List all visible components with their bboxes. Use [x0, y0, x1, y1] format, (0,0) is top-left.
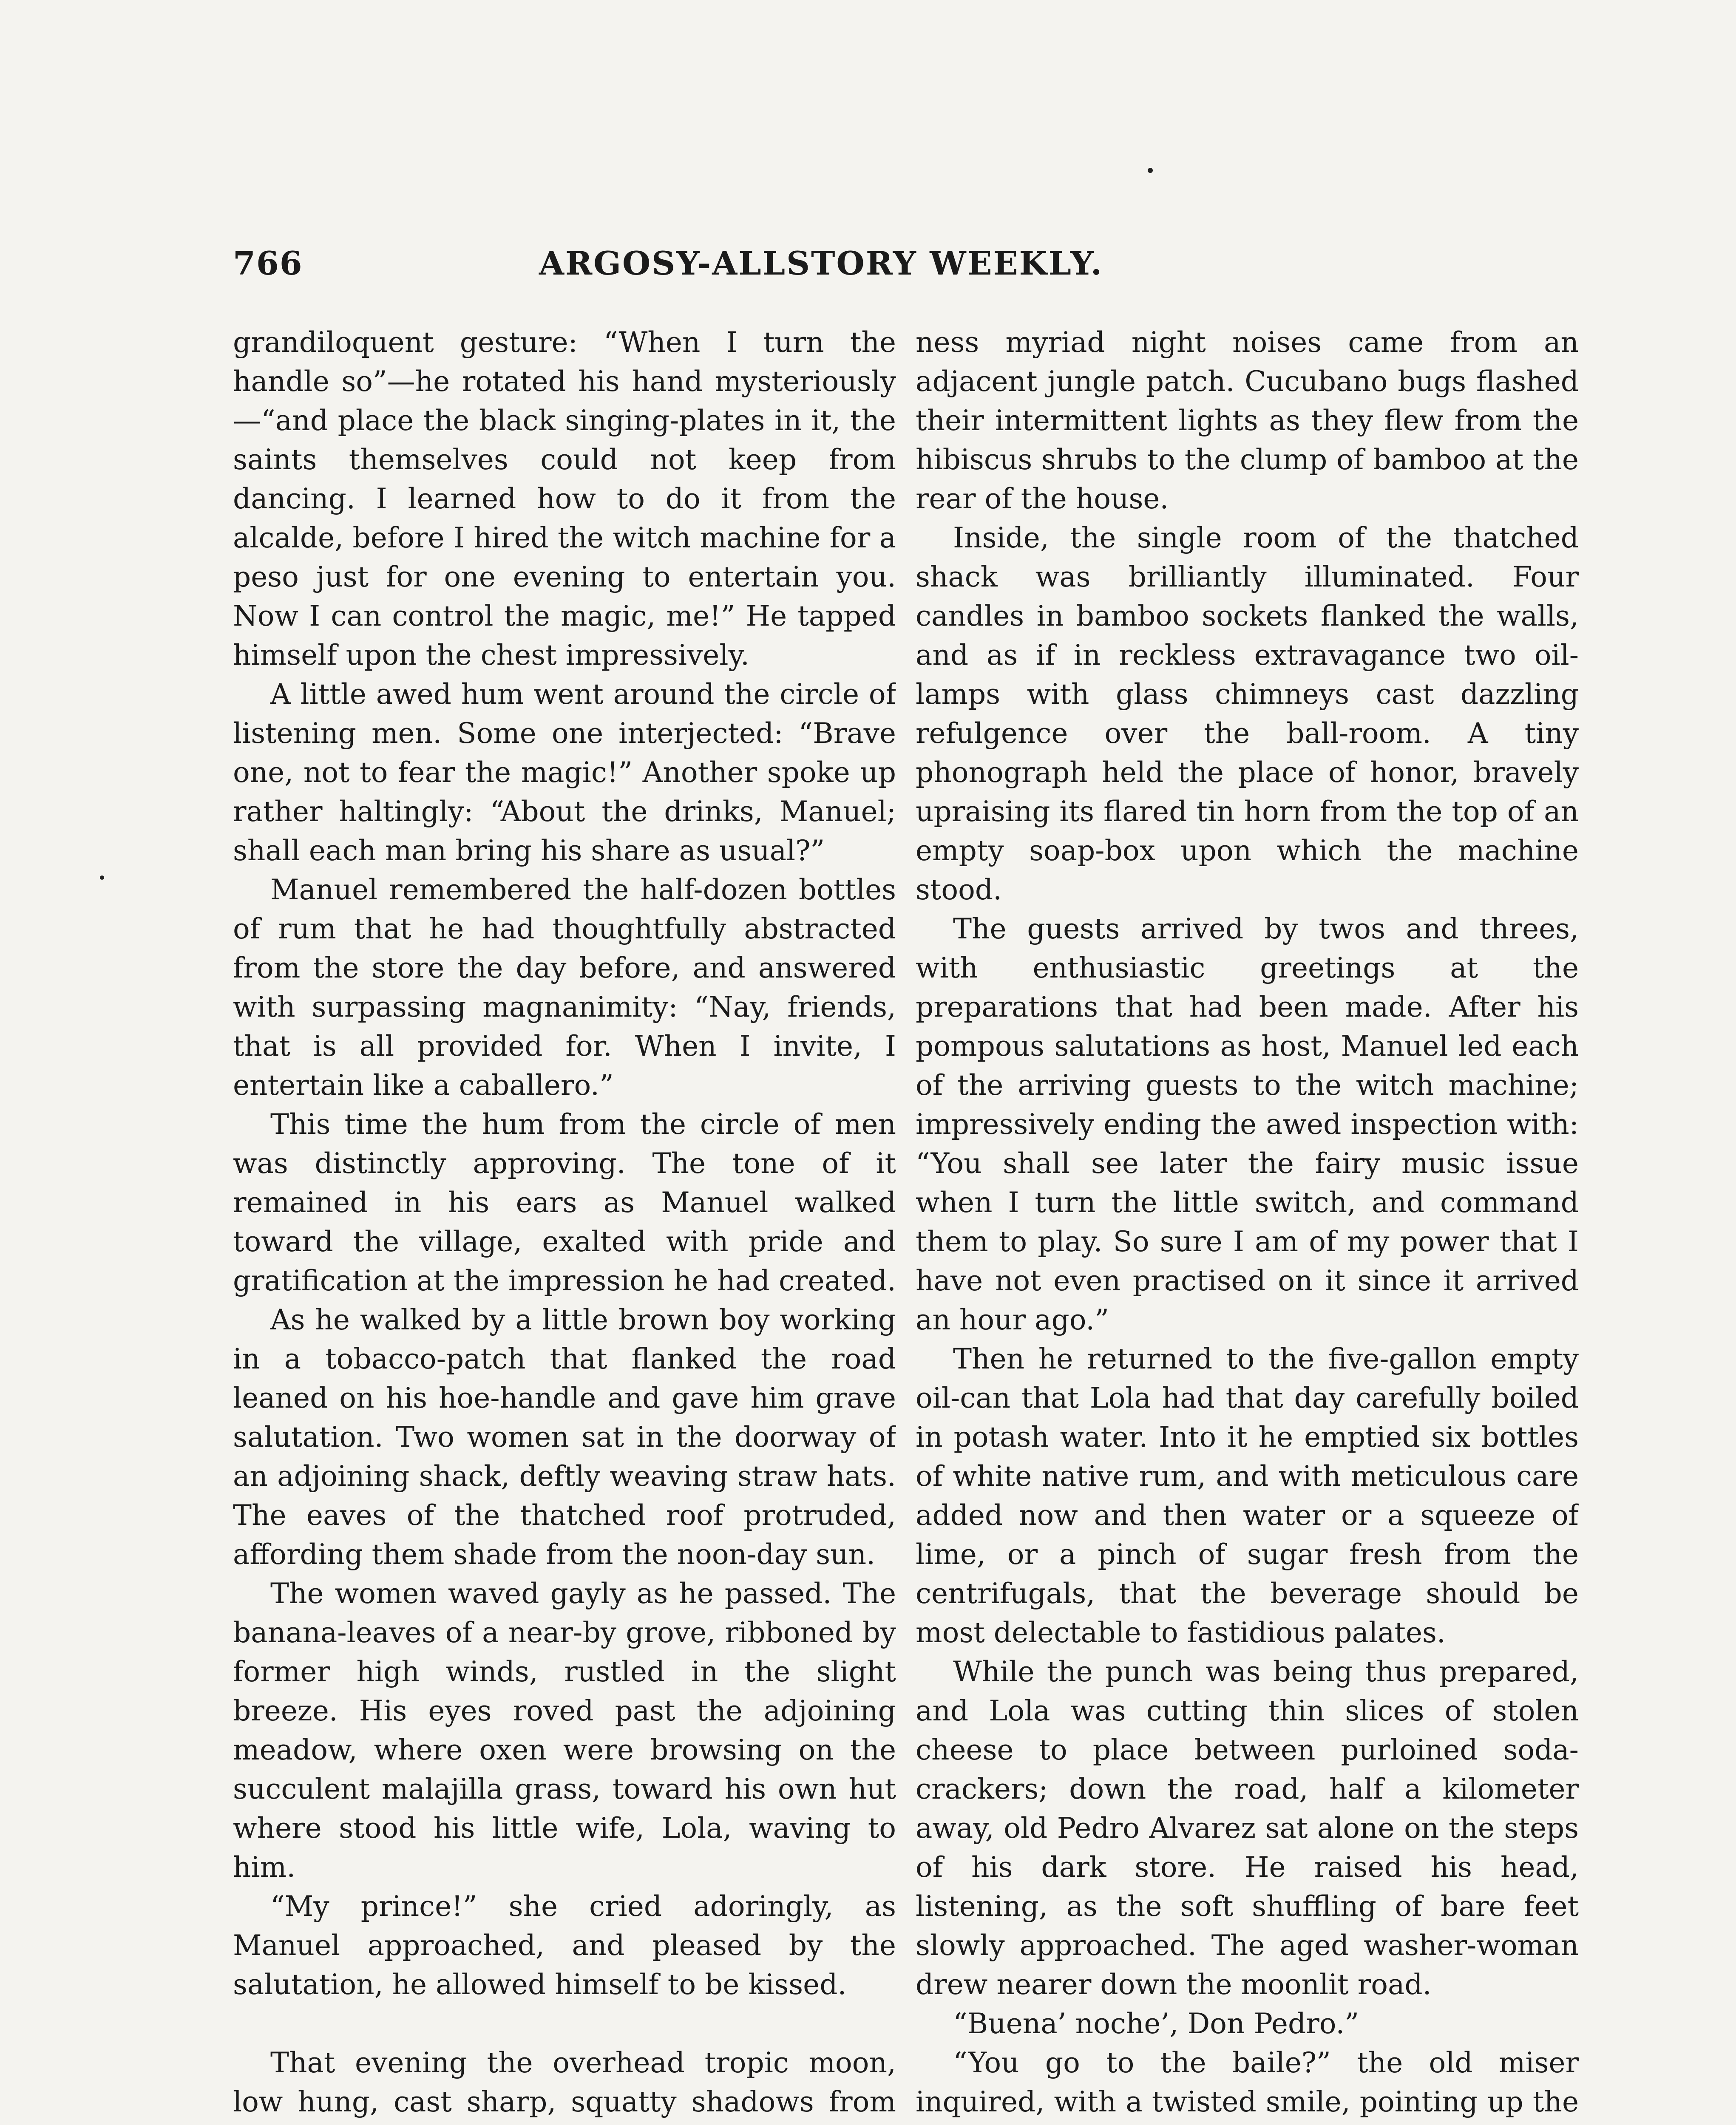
paragraph: “Buena’ noche’, Don Pedro.” — [953, 2007, 1359, 2040]
paragraph: The women waved gayly as he passed. The banana-leaves of a near-by grove, ribboned by former high winds, rustled in the slight breeze. His eyes roved past the adjoining meadow, where oxen were browsing on the succulent malajilla grass, toward his own hut where stood his little wife, Lola, waving to him. — [233, 1577, 896, 1884]
paragraph: ness myriad night noises came from an adjacent jungle patch. Cucubano bugs flashed their intermittent lights as they flew from the hibiscus shrubs to the clump of bamboo at the rear of the house. — [916, 326, 1579, 515]
paragraph: Then he returned to the five-gallon empty oil-can that Lola had that day carefully boiled in potash water. Into it he emptied six bottles of white native rum, and with meticulous care added now and then water or a squeeze of lime, or a pinch of sugar fresh from the centrifugals, that the beverage should be most delectable to fastidious palates. — [916, 1343, 1579, 1649]
paragraph: The guests arrived by twos and threes, with enthusiastic greetings at the preparations that had been made. After his pompous salutations as host, Manuel led each of the arriving guests to the witch machine; impressively ending the awed inspection with: “You shall see later the fairy music issue when I turn the little switch, and command them to play. So sure I am of my power that I have not even practised on it since it arrived an hour ago.” — [916, 912, 1579, 1336]
right-column — [916, 323, 1579, 2125]
paragraph: While the punch was being thus prepared, and Lola was cutting thin slices of stolen cheese to place between purloined soda-crackers; down the road, half a kilometer away, old Pedro Alvarez sat alone on the steps of his dark store. He raised his head, listening, as the soft shuffling of bare feet slowly approached. The aged washer-woman drew nearer down the moonlit road. — [916, 1655, 1579, 2001]
running-head: ARGOSY-ALLSTORY WEEKLY. — [539, 244, 1103, 282]
paragraph: Manuel remembered the half-dozen bottles of rum that he had thoughtfully abstracted from the store the day before, and answered with surpassing magnanimity: “Nay, friends, that is all provided for. When I invite, I entertain like a caballero.” — [233, 873, 896, 1102]
paragraph: “My prince!” she cried adoringly, as Manuel approached, and pleased by the salutation, he allowed himself to be kissed. — [233, 1890, 896, 2001]
print-speck — [100, 876, 104, 880]
print-speck — [1148, 168, 1153, 173]
page-number: 766 — [233, 244, 303, 282]
paragraph: This time the hum from the circle of men was distinctly approving. The tone of it remained in his ears as Manuel walked toward the village, exalted with pride and gratification at the impression he had created. — [233, 1108, 896, 1297]
paragraph: That evening the overhead tropic moon, low hung, cast sharp, squatty shadows from — [233, 2046, 896, 2118]
paragraph: “You go to the baile?” the old miser inquired, with a twisted smile, pointing up the — [916, 2046, 1579, 2118]
paragraph: A little awed hum went around the circle of listening men. Some one interjected: “Brave one, not to fear the magic!” Another spoke up rather haltingly: “About the drinks, Manuel; shall each man bring his share as usual?” — [233, 678, 896, 867]
left-column — [233, 323, 896, 2125]
page-header — [233, 244, 1202, 295]
paragraph: Inside, the single room of the thatched shack was brilliantly illuminated. Four candles in bamboo sockets flanked the walls, and as if in reckless extravagance two oil-lamps with glass chimneys cast dazzling refulgence over the ball-room. A tiny phonograph held the place of honor, bravely upraising its flared tin horn from the top of an empty soap-box upon which the machine stood. — [916, 521, 1579, 906]
paragraph: As he walked by a little brown boy working in a tobacco-patch that flanked the road leaned on his hoe-handle and gave him grave salutation. Two women sat in the doorway of an adjoining shack, deftly weaving straw hats. The eaves of the thatched roof protruded, affording them shade from the noon-day sun. — [233, 1303, 896, 1571]
paragraph: grandiloquent gesture: “When I turn the handle so”—he rotated his hand mysteriously—“and place the black singing-plates in it, the saints themselves could not keep from dancing. I learned how to do it from the alcalde, before I hired the witch machine for a peso just for one evening to entertain you. Now I can control the magic, me!” He tapped himself upon the chest impressively. — [233, 326, 896, 672]
